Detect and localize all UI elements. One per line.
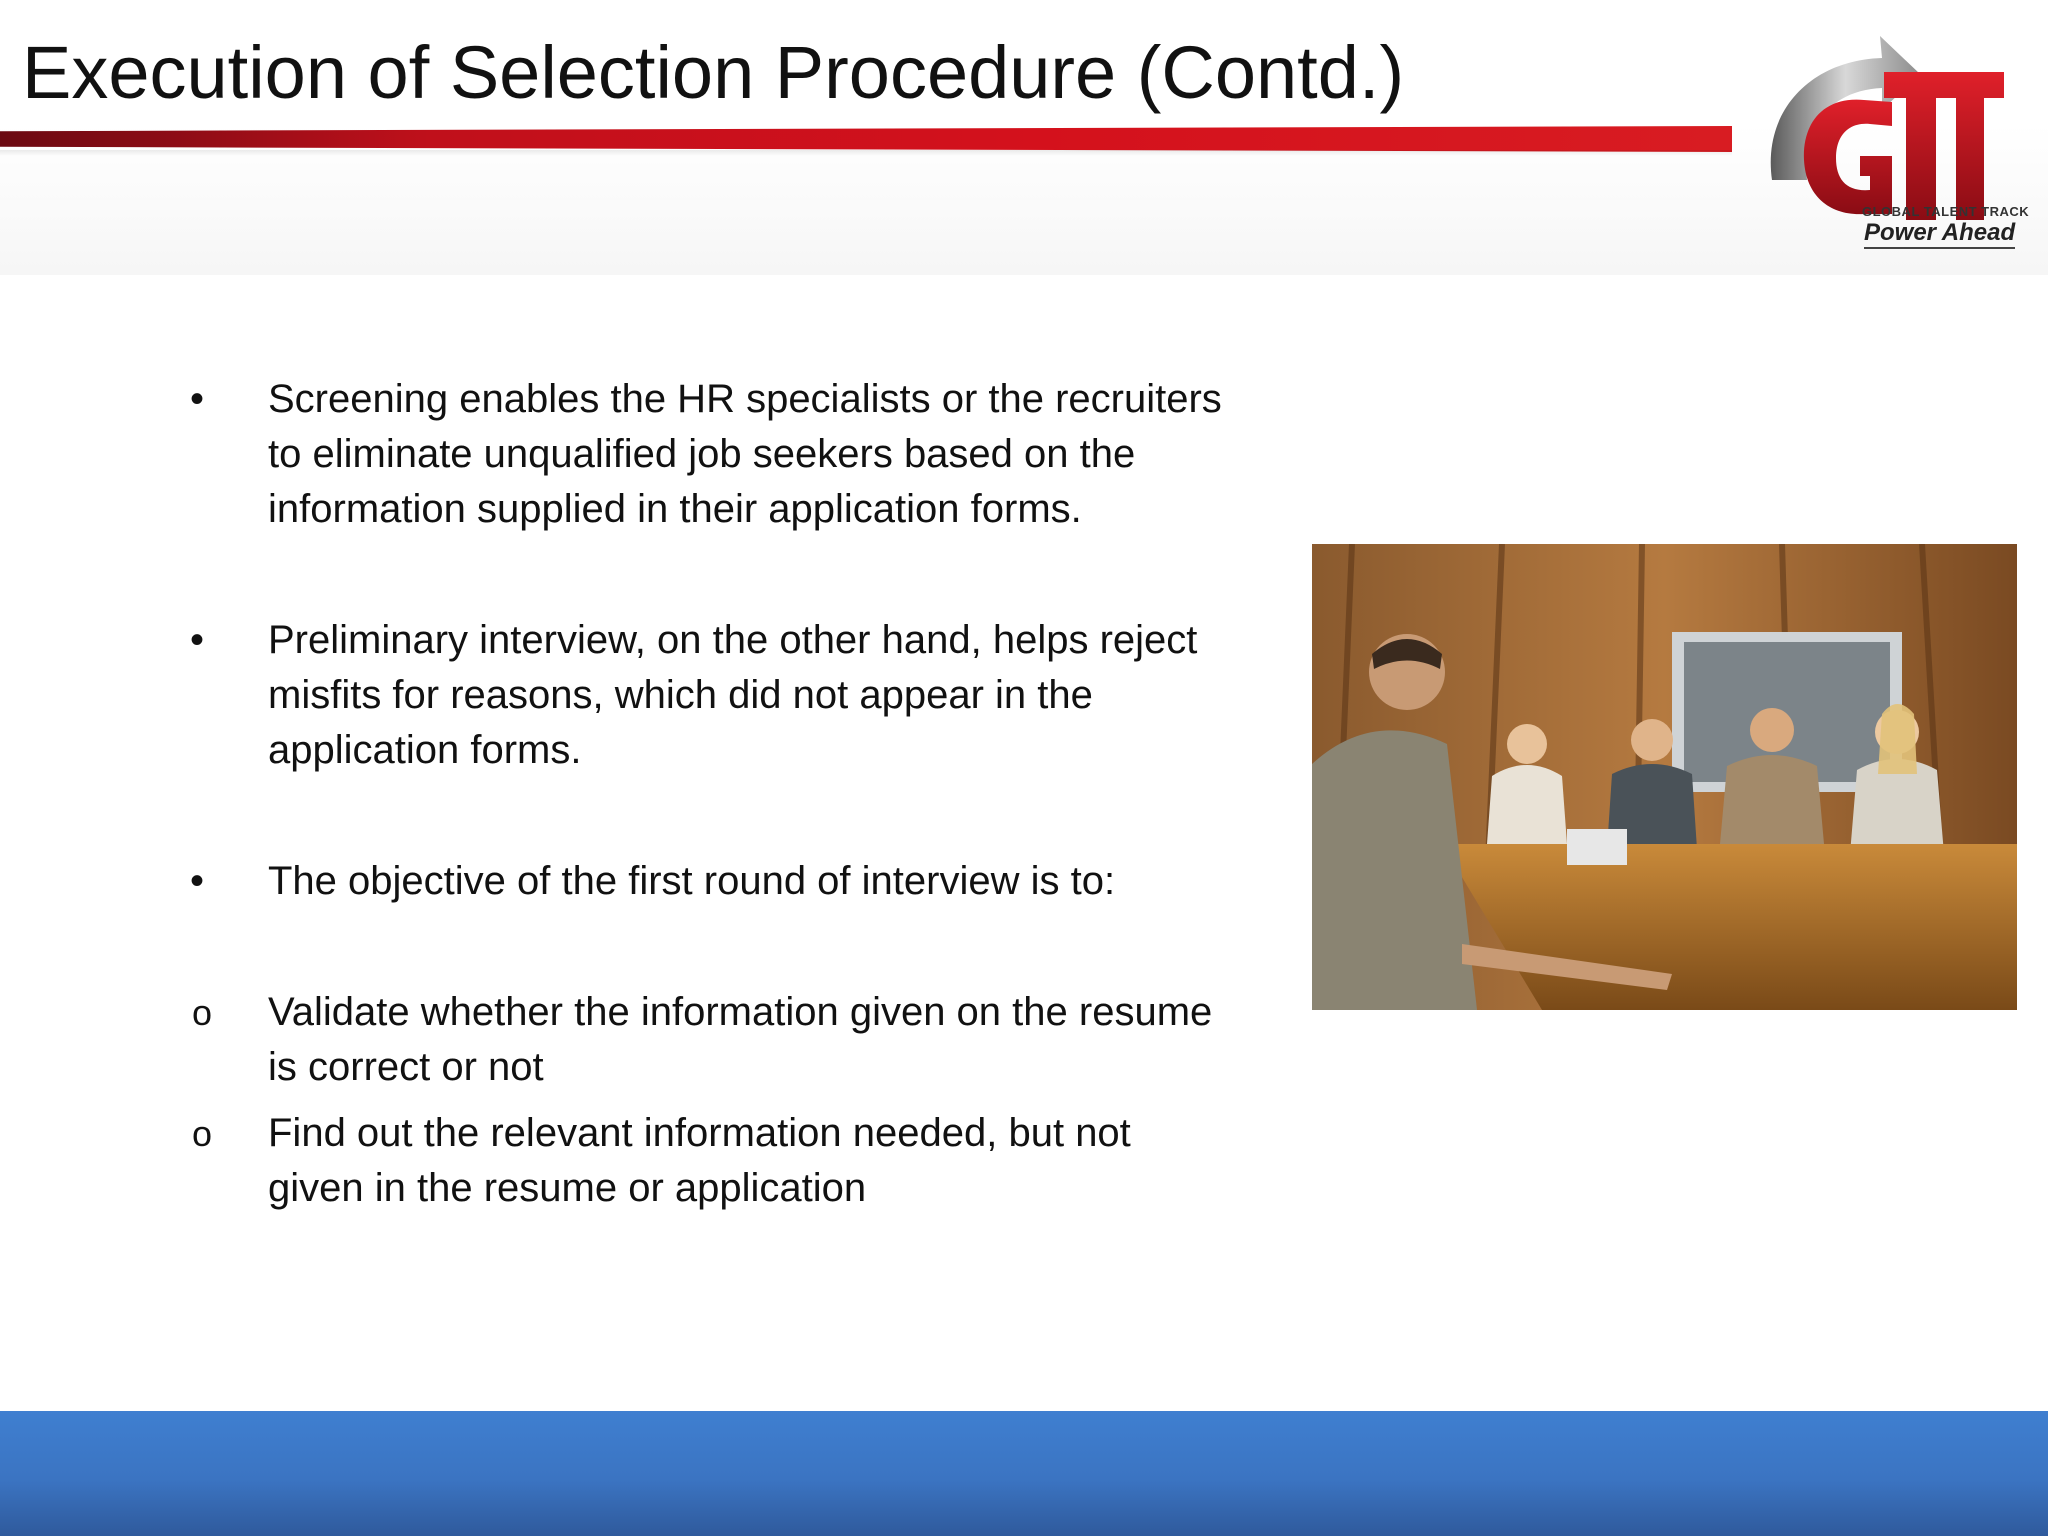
bullet-line: misfits for reasons, which did not appear in the <box>268 673 1093 717</box>
sub-bullet-item <box>180 985 1280 1095</box>
logo-letter-g <box>1804 100 1892 215</box>
bullet-line: Validate whether the information given on the resume <box>268 990 1213 1034</box>
slide-footer-bar <box>0 1411 2048 1536</box>
bullet-line: application forms. <box>268 728 582 772</box>
bullet-item <box>180 372 1280 537</box>
sub-bullet-item <box>180 1106 1280 1216</box>
slide-title: Execution of Selection Procedure (Contd.) <box>22 31 1405 114</box>
bullet-line: Find out the relevant information needed, but not <box>268 1111 1131 1155</box>
bullet-line: given in the resume or application <box>268 1166 867 1210</box>
interview-photo <box>1312 544 2017 1010</box>
bullet-marker: • <box>190 618 205 662</box>
bullet-marker: • <box>190 377 205 421</box>
bullet-marker: • <box>190 859 205 903</box>
bullet-line: to eliminate unqualified job seekers based on the <box>268 432 1136 476</box>
sub-bullet-marker: o <box>192 992 213 1033</box>
logo-slogan: Power Ahead <box>1864 219 2015 249</box>
bullet-line: information supplied in their application forms. <box>268 487 1082 531</box>
logo-tagline: GLOBAL TALENT TRACK <box>1862 204 2030 219</box>
bullet-line: The objective of the first round of interview is to: <box>268 859 1116 903</box>
bullet-line: is correct or not <box>268 1045 544 1089</box>
logo-letter-t2 <box>1940 72 2004 220</box>
bullet-list <box>180 372 1280 1216</box>
bullet-line: Preliminary interview, on the other hand, helps reject <box>268 618 1198 662</box>
title-underline-shadow <box>0 150 1732 156</box>
bullet-item <box>180 613 1280 778</box>
sub-bullet-marker: o <box>192 1113 213 1154</box>
bullet-line: Screening enables the HR specialists or the recruiters <box>268 377 1222 421</box>
bullet-item <box>180 854 1280 909</box>
